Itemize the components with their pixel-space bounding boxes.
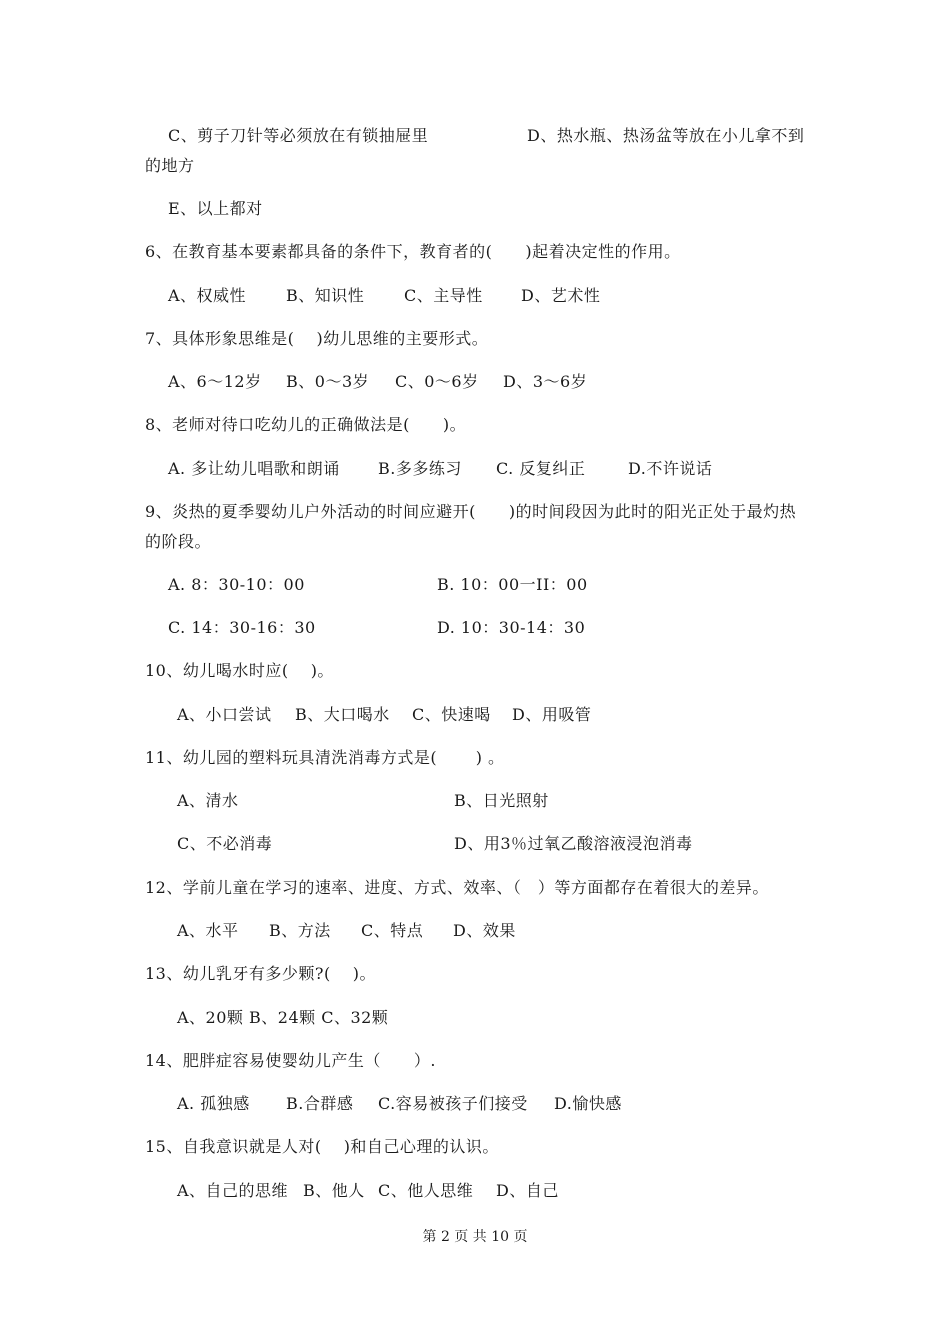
text-line: B、他人 [303,1181,365,1200]
text-line: D. 10：30-14：30 [437,618,586,637]
text-line: D、自己 [496,1181,559,1200]
text-line: 9、炎热的夏季婴幼儿户外活动的时间应避开( )的时间段因为此时的阳光正处于最灼热 [145,502,797,521]
text-line: A. 多让幼儿唱歌和朗诵 [168,459,340,478]
text-line: A. 8：30-10：00 [168,575,305,594]
text-line: C. 14：30-16：30 [168,618,316,637]
page-footer: 第 2 页 共 10 页 [422,1229,528,1245]
text-line: A、6～12岁 [168,372,262,391]
text-line: A、小口尝试 [177,705,272,724]
text-line: 10、幼儿喝水时应( )。 [145,661,334,680]
text-line: B.多多练习 [378,459,462,478]
text-line: 6、在教育基本要素都具备的条件下，教育者的( )起着决定性的作用。 [145,242,681,261]
text-line: D、3～6岁 [503,372,588,391]
text-line: D、艺术性 [521,286,601,305]
text-line: B、方法 [269,921,331,940]
text-line: B、日光照射 [454,791,549,810]
text-line: B、0～3岁 [286,372,370,391]
text-line: 12、学前儿童在学习的速率、进度、方式、效率、（ ）等方面都存在着很大的差异。 [145,878,769,897]
text-line: D.不许说话 [628,459,713,478]
text-line: A. 孤独感 [177,1094,250,1113]
text-line: C、剪子刀针等必须放在有锁抽屉里 [168,126,429,145]
text-line: B、大口喝水 [295,705,390,724]
text-line: D、热水瓶、热汤盆等放在小儿拿不到 [527,126,805,145]
text-line: 7、具体形象思维是( )幼儿思维的主要形式。 [145,329,489,348]
text-line: A、自己的思维 [177,1181,289,1200]
text-line: C、特点 [361,921,424,940]
text-line: C. 反复纠正 [496,459,586,478]
text-line: C、主导性 [404,286,483,305]
text-line: A、清水 [177,791,239,810]
text-line: C、他人思维 [378,1181,474,1200]
text-line: C、0～6岁 [395,372,479,391]
text-line: 的阶段。 [145,532,212,551]
text-line: C、不必消毒 [177,834,273,853]
text-line: C.容易被孩子们接受 [378,1094,528,1113]
text-line: C、快速喝 [412,705,491,724]
text-line: A、水平 [177,921,239,940]
text-line: A、20颗 B、24颗 C、32颗 [177,1008,389,1027]
text-line: 11、幼儿园的塑料玩具清洗消毒方式是( ) 。 [145,748,505,767]
text-line: 15、自我意识就是人对( )和自己心理的认识。 [145,1137,499,1156]
text-line: 13、幼儿乳牙有多少颗?( )。 [145,964,377,983]
text-line: D、用吸管 [512,705,592,724]
text-line: 8、老师对待口吃幼儿的正确做法是( )。 [145,415,467,434]
text-line: B、知识性 [286,286,365,305]
text-line: D、用3％过氧乙酸溶液浸泡消毒 [454,834,693,853]
text-line: B. 10：00一II：00 [437,575,588,594]
text-line: E、以上都对 [168,199,263,218]
text-line: D.愉快感 [554,1094,622,1113]
text-line: D、效果 [453,921,516,940]
text-line: B.合群感 [286,1094,354,1113]
text-line: A、权威性 [168,286,247,305]
text-line: 的地方 [145,156,195,175]
text-line: 14、肥胖症容易使婴幼儿产生（ ）. [145,1051,436,1070]
